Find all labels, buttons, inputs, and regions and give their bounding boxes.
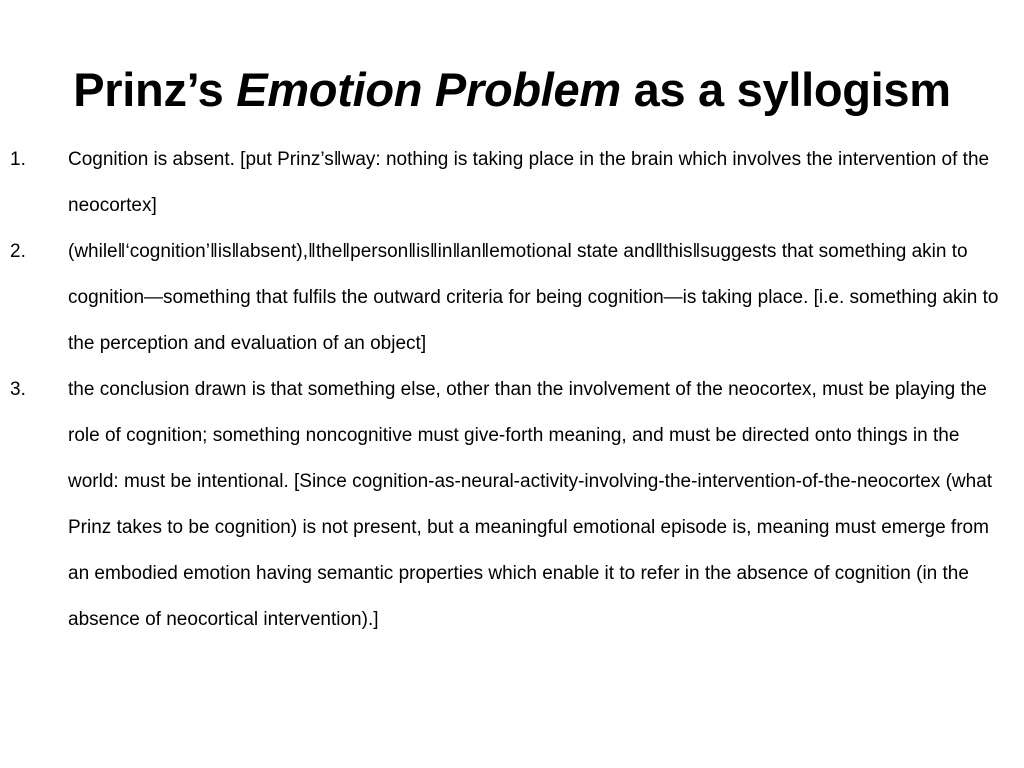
list-item [0, 367, 1024, 643]
syllogism-list [0, 137, 1024, 643]
item-text: (while‖‘cognition’‖is‖absent),‖the‖person‖is‖in‖an‖emotional state and‖this‖suggests that something akin to cognition—something that fulfils the outward criteria for being cognition—is taking place. [i.e. something akin to the perception and evaluation of an object] [68, 241, 999, 354]
item-number: 2. [10, 241, 26, 262]
list-item [0, 229, 1024, 367]
item-number: 3. [10, 379, 26, 400]
item-text: Cognition is absent. [put Prinz’s‖way: nothing is taking place in the brain which involves the intervention of the neocortex] [68, 149, 990, 216]
title-emphasis: Emotion Problem [236, 63, 621, 117]
list-item [0, 137, 1024, 229]
item-text: the conclusion drawn is that something else, other than the involvement of the neocortex, must be playing the role of cognition; something noncognitive must give-forth meaning, and must be directed onto things in the world: must be intentional. [Since cognition-as-neural-activity-involving-the-intervention-of-the-neocortex (what Prinz takes to be cognition) is not present, but a meaningful emotional episode is, meaning must emerge from an embodied emotion having semantic properties which enable it to refer in the absence of cognition (in the absence of neocortical intervention).] [68, 379, 993, 630]
slide-title [0, 59, 1024, 121]
title-suffix: as a syllogism [620, 63, 951, 117]
title-prefix: Prinz’s [73, 63, 237, 117]
item-number: 1. [10, 149, 26, 170]
